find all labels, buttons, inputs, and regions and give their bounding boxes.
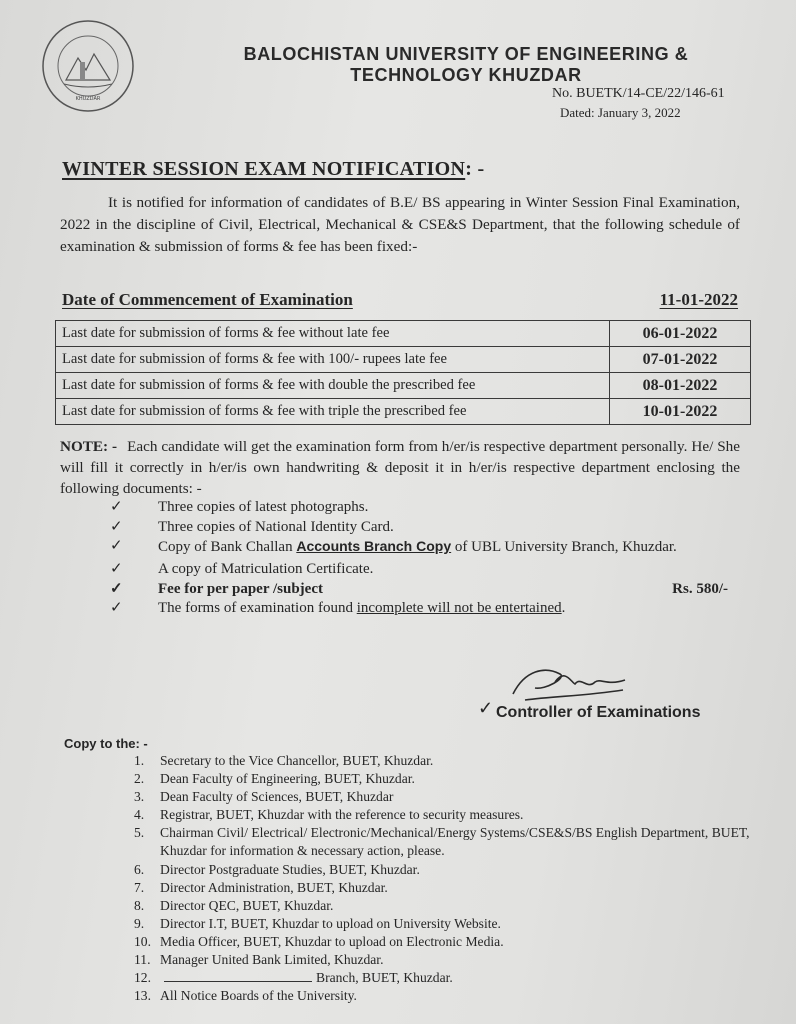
schedule-date: 07-01-2022 bbox=[610, 347, 751, 373]
item-number: 1. bbox=[134, 753, 145, 768]
reference-number: No. BUETK/14-CE/22/146-61 bbox=[552, 86, 725, 101]
list-item bbox=[110, 599, 740, 618]
university-name bbox=[196, 44, 736, 86]
item-number: 5. bbox=[134, 825, 145, 841]
checkmark-icon: ✓ bbox=[110, 600, 123, 616]
doc-text: The forms of examination found bbox=[158, 600, 353, 616]
doc-text: A copy of Matriculation Certificate. bbox=[158, 561, 374, 577]
university-logo bbox=[40, 18, 136, 114]
signature bbox=[505, 660, 635, 710]
list-item bbox=[134, 879, 754, 897]
controller-title: Controller of Examinations bbox=[496, 704, 701, 721]
doc-text: Copy of Bank Challan bbox=[158, 539, 293, 555]
svg-text:KHUZDAR: KHUZDAR bbox=[75, 96, 101, 102]
table-row bbox=[56, 373, 751, 399]
doc-text: of UBL University Branch, Khuzdar. bbox=[454, 539, 677, 555]
list-item bbox=[110, 537, 740, 557]
copy-to-label: Copy to the: - bbox=[64, 736, 148, 751]
intro-paragraph bbox=[60, 192, 740, 258]
item-number: 4. bbox=[134, 807, 145, 823]
fee-label: Fee for per paper /subject bbox=[158, 580, 323, 597]
list-item bbox=[134, 788, 754, 806]
note-text: Each candidate will get the examination form from h/er/is respective department personally. He/ She will fill it correctly in h/er/is own handwriting & deposit it in h/er/is respective department enclosing the following documents: - bbox=[60, 438, 740, 497]
university-name-line1: BALOCHISTAN UNIVERSITY OF ENGINEERING & bbox=[243, 44, 689, 64]
item-text: Registrar, BUET, Khuzdar with the reference to security measures. bbox=[160, 807, 524, 823]
item-number: 9. bbox=[134, 915, 145, 931]
list-item bbox=[134, 806, 754, 824]
item-number: 10. bbox=[134, 933, 151, 949]
note-paragraph bbox=[60, 436, 740, 499]
title-text: WINTER SESSION EXAM NOTIFICATION bbox=[62, 158, 466, 180]
list-item bbox=[110, 518, 740, 537]
checkmark-icon: ✓ bbox=[110, 499, 123, 515]
item-number: 8. bbox=[134, 897, 145, 913]
title-suffix: : - bbox=[465, 158, 485, 180]
blank-line bbox=[164, 970, 312, 982]
list-item bbox=[134, 824, 754, 860]
item-number: 3. bbox=[134, 789, 145, 805]
checkmark-icon: ✓ bbox=[110, 580, 123, 597]
incomplete-warning: incomplete will not be entertained bbox=[356, 600, 562, 616]
table-row bbox=[56, 321, 751, 347]
table-row bbox=[56, 399, 751, 425]
list-item bbox=[134, 915, 754, 933]
list-item bbox=[134, 861, 754, 879]
list-item bbox=[134, 951, 754, 969]
copy-to-list bbox=[134, 752, 754, 1005]
commencement-date: 11-01-2022 bbox=[659, 290, 738, 309]
item-text: Director Administration, BUET, Khuzdar. bbox=[160, 879, 388, 895]
notification-title bbox=[62, 158, 484, 181]
item-text: Director I.T, BUET, Khuzdar to upload on University Website. bbox=[160, 915, 501, 931]
list-item bbox=[134, 969, 754, 987]
item-number: 7. bbox=[134, 879, 145, 895]
item-text: Director Postgraduate Studies, BUET, Khuzdar. bbox=[160, 861, 420, 877]
list-item bbox=[110, 560, 740, 579]
fee-item bbox=[110, 580, 740, 599]
item-text: Branch, BUET, Khuzdar. bbox=[316, 970, 453, 986]
schedule-label: Last date for submission of forms & fee without late fee bbox=[56, 321, 610, 347]
schedule-table bbox=[55, 320, 751, 425]
date-line: Dated: January 3, 2022 bbox=[560, 105, 681, 120]
list-item bbox=[134, 770, 754, 788]
item-text: All Notice Boards of the University. bbox=[160, 988, 357, 1004]
checkmark-icon: ✓ bbox=[110, 538, 123, 554]
list-item bbox=[134, 933, 754, 951]
university-name-line2: TECHNOLOGY KHUZDAR bbox=[350, 65, 582, 85]
item-number: 12. bbox=[134, 970, 151, 986]
doc-text: Three copies of latest photographs. bbox=[158, 499, 369, 515]
schedule-date: 10-01-2022 bbox=[610, 399, 751, 425]
list-item bbox=[134, 987, 754, 1005]
schedule-label: Last date for submission of forms & fee with double the prescribed fee bbox=[56, 373, 610, 399]
commencement-label: Date of Commencement of Examination bbox=[62, 290, 353, 309]
accounts-branch-copy: Accounts Branch Copy bbox=[296, 538, 452, 554]
tick-mark-icon: ✓ bbox=[478, 698, 494, 718]
item-number: 13. bbox=[134, 988, 151, 1004]
item-number: 11. bbox=[134, 952, 151, 968]
checkmark-icon: ✓ bbox=[110, 518, 123, 535]
schedule-label: Last date for submission of forms & fee with 100/- rupees late fee bbox=[56, 347, 610, 373]
doc-text: . bbox=[561, 600, 566, 616]
item-text: Dean Faculty of Engineering, BUET, Khuzdar. bbox=[160, 771, 415, 787]
item-text: Chairman Civil/ Electrical/ Electronic/Mechanical/Energy Systems/CSE&S/BS English Department, BUET, Khuzdar for information & necessary action, please. bbox=[160, 825, 750, 859]
item-text: Dean Faculty of Sciences, BUET, Khuzdar bbox=[160, 789, 394, 805]
item-text: Media Officer, BUET, Khuzdar to upload on Electronic Media. bbox=[160, 933, 504, 949]
doc-text: Three copies of National Identity Card. bbox=[158, 518, 394, 535]
item-text: Manager United Bank Limited, Khuzdar. bbox=[160, 952, 384, 968]
intro-text: It is notified for information of candidates of B.E/ BS appearing in Winter Session Final Examination, 2022 in the discipline of Civil, Electrical, Mechanical & CSE&S Department, that the following schedule of examination & submission of forms & fee has been fixed:- bbox=[60, 194, 740, 255]
item-number: 2. bbox=[134, 771, 145, 787]
item-text: Director QEC, BUET, Khuzdar. bbox=[160, 897, 334, 913]
table-row bbox=[56, 347, 751, 373]
list-item bbox=[134, 752, 754, 770]
item-number: 6. bbox=[134, 861, 145, 877]
list-item bbox=[134, 897, 754, 915]
checkmark-icon: ✓ bbox=[110, 561, 123, 577]
schedule-date: 06-01-2022 bbox=[610, 321, 751, 347]
documents-list bbox=[110, 498, 740, 619]
commencement-row bbox=[62, 290, 738, 310]
schedule-label: Last date for submission of forms & fee with triple the prescribed fee bbox=[56, 399, 610, 425]
item-text: Secretary to the Vice Chancellor, BUET, Khuzdar. bbox=[160, 753, 434, 768]
schedule-date: 08-01-2022 bbox=[610, 373, 751, 399]
list-item bbox=[110, 498, 740, 517]
fee-amount: Rs. 580/- bbox=[672, 580, 728, 597]
note-label: NOTE: - bbox=[60, 438, 118, 455]
